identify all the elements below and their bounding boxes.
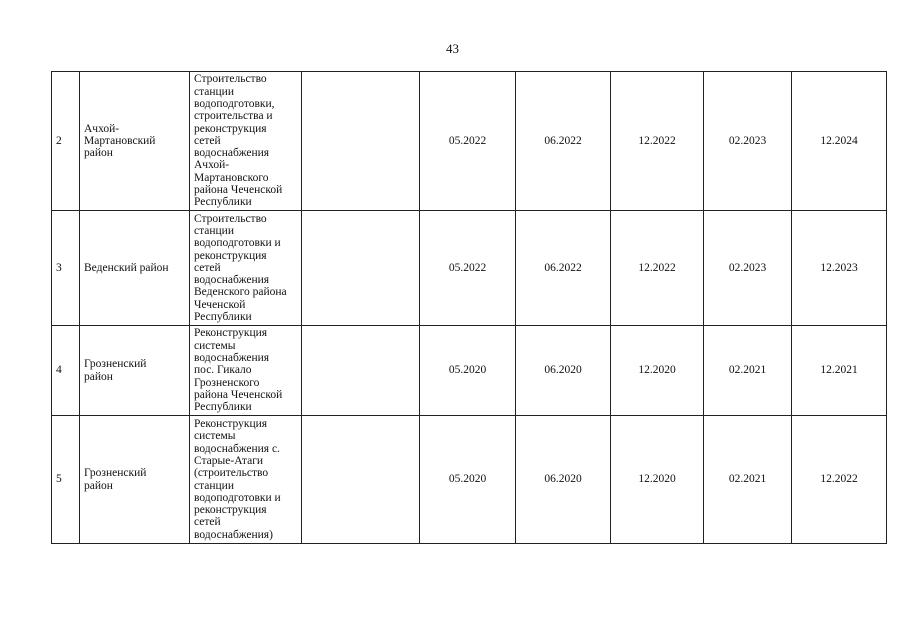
description-line: Грозненского (194, 376, 260, 389)
empty-cell (302, 326, 420, 416)
row-number: 3 (52, 211, 80, 326)
description-line: станции (194, 479, 234, 492)
description-line: строительства и (194, 110, 273, 123)
table-row (52, 211, 887, 326)
description-line: Строительство (194, 73, 267, 86)
description-line: водоснабжения с. (194, 442, 280, 455)
description-line: реконструкция (194, 504, 267, 517)
date-cell: 05.2020 (420, 416, 516, 544)
district-line: Ачхой- (84, 122, 120, 135)
table-row (52, 326, 887, 416)
district-line: Грозненский (84, 358, 147, 371)
date-cell: 12.2021 (792, 326, 887, 416)
district-line: район (84, 370, 113, 383)
district-line: район (84, 147, 113, 160)
empty-cell (302, 211, 420, 326)
row-number: 5 (52, 416, 80, 544)
description-line: водоснабжения (194, 274, 270, 287)
district-line: Веденский район (84, 261, 169, 274)
district-cell (80, 72, 190, 211)
description-line: водоснабжения) (194, 528, 273, 541)
project-description-cell (190, 416, 302, 544)
description-line: Реконструкция (194, 418, 268, 431)
project-description-cell (190, 211, 302, 326)
row-number: 4 (52, 326, 80, 416)
description-line: Мартановского (194, 171, 269, 184)
description-line: Реконструкция (194, 327, 268, 340)
description-line: района Чеченской (194, 184, 283, 197)
description-line: (строительство (194, 467, 269, 480)
description-line: водоснабжения (194, 352, 270, 365)
district-line: Мартановский (84, 134, 156, 147)
description-line: сетей (194, 134, 221, 147)
project-description-cell (190, 326, 302, 416)
district-line: Грозненский (84, 467, 147, 480)
description-line: сетей (194, 516, 221, 529)
description-line: Ачхой- (194, 159, 230, 172)
description-line: Старые-Атаги (194, 454, 264, 467)
date-cell: 06.2022 (516, 72, 611, 211)
description-line: Республики (194, 401, 252, 414)
date-cell: 12.2023 (792, 211, 887, 326)
empty-cell (302, 72, 420, 211)
date-cell: 02.2023 (704, 211, 792, 326)
description-line: станции (194, 85, 234, 98)
district-line: район (84, 479, 113, 492)
description-line: системы (194, 430, 236, 443)
empty-cell (302, 416, 420, 544)
description-line: водоснабжения (194, 147, 270, 160)
date-cell: 12.2024 (792, 72, 887, 211)
date-cell: 12.2022 (611, 211, 704, 326)
table-row (52, 416, 887, 544)
description-line: Веденского района (194, 286, 287, 299)
date-cell: 12.2020 (611, 326, 704, 416)
table-row (52, 72, 887, 211)
row-number: 2 (52, 72, 80, 211)
description-line: пос. Гикало (194, 364, 252, 377)
date-cell: 12.2020 (611, 416, 704, 544)
description-line: водоподготовки, (194, 97, 275, 110)
description-line: системы (194, 339, 236, 352)
date-cell: 02.2021 (704, 416, 792, 544)
description-line: водоподготовки и (194, 491, 281, 504)
district-cell (80, 326, 190, 416)
date-cell: 06.2020 (516, 416, 611, 544)
date-cell: 02.2023 (704, 72, 792, 211)
description-line: Строительство (194, 212, 267, 225)
description-line: района Чеченской (194, 388, 283, 401)
description-line: Чеченской (194, 298, 246, 311)
date-cell: 02.2021 (704, 326, 792, 416)
description-line: Республики (194, 196, 252, 209)
district-cell (80, 211, 190, 326)
page-number: 43 (446, 41, 459, 56)
construction-schedule-table (51, 71, 887, 544)
district-cell (80, 416, 190, 544)
date-cell: 05.2022 (420, 211, 516, 326)
date-cell: 12.2022 (611, 72, 704, 211)
description-line: реконструкция (194, 249, 267, 262)
description-line: реконструкция (194, 122, 267, 135)
date-cell: 05.2020 (420, 326, 516, 416)
date-cell: 06.2020 (516, 326, 611, 416)
description-line: водоподготовки и (194, 237, 281, 250)
description-line: Республики (194, 311, 252, 324)
date-cell: 12.2022 (792, 416, 887, 544)
project-description-cell (190, 72, 302, 211)
date-cell: 06.2022 (516, 211, 611, 326)
description-line: станции (194, 224, 234, 237)
date-cell: 05.2022 (420, 72, 516, 211)
description-line: сетей (194, 261, 221, 274)
